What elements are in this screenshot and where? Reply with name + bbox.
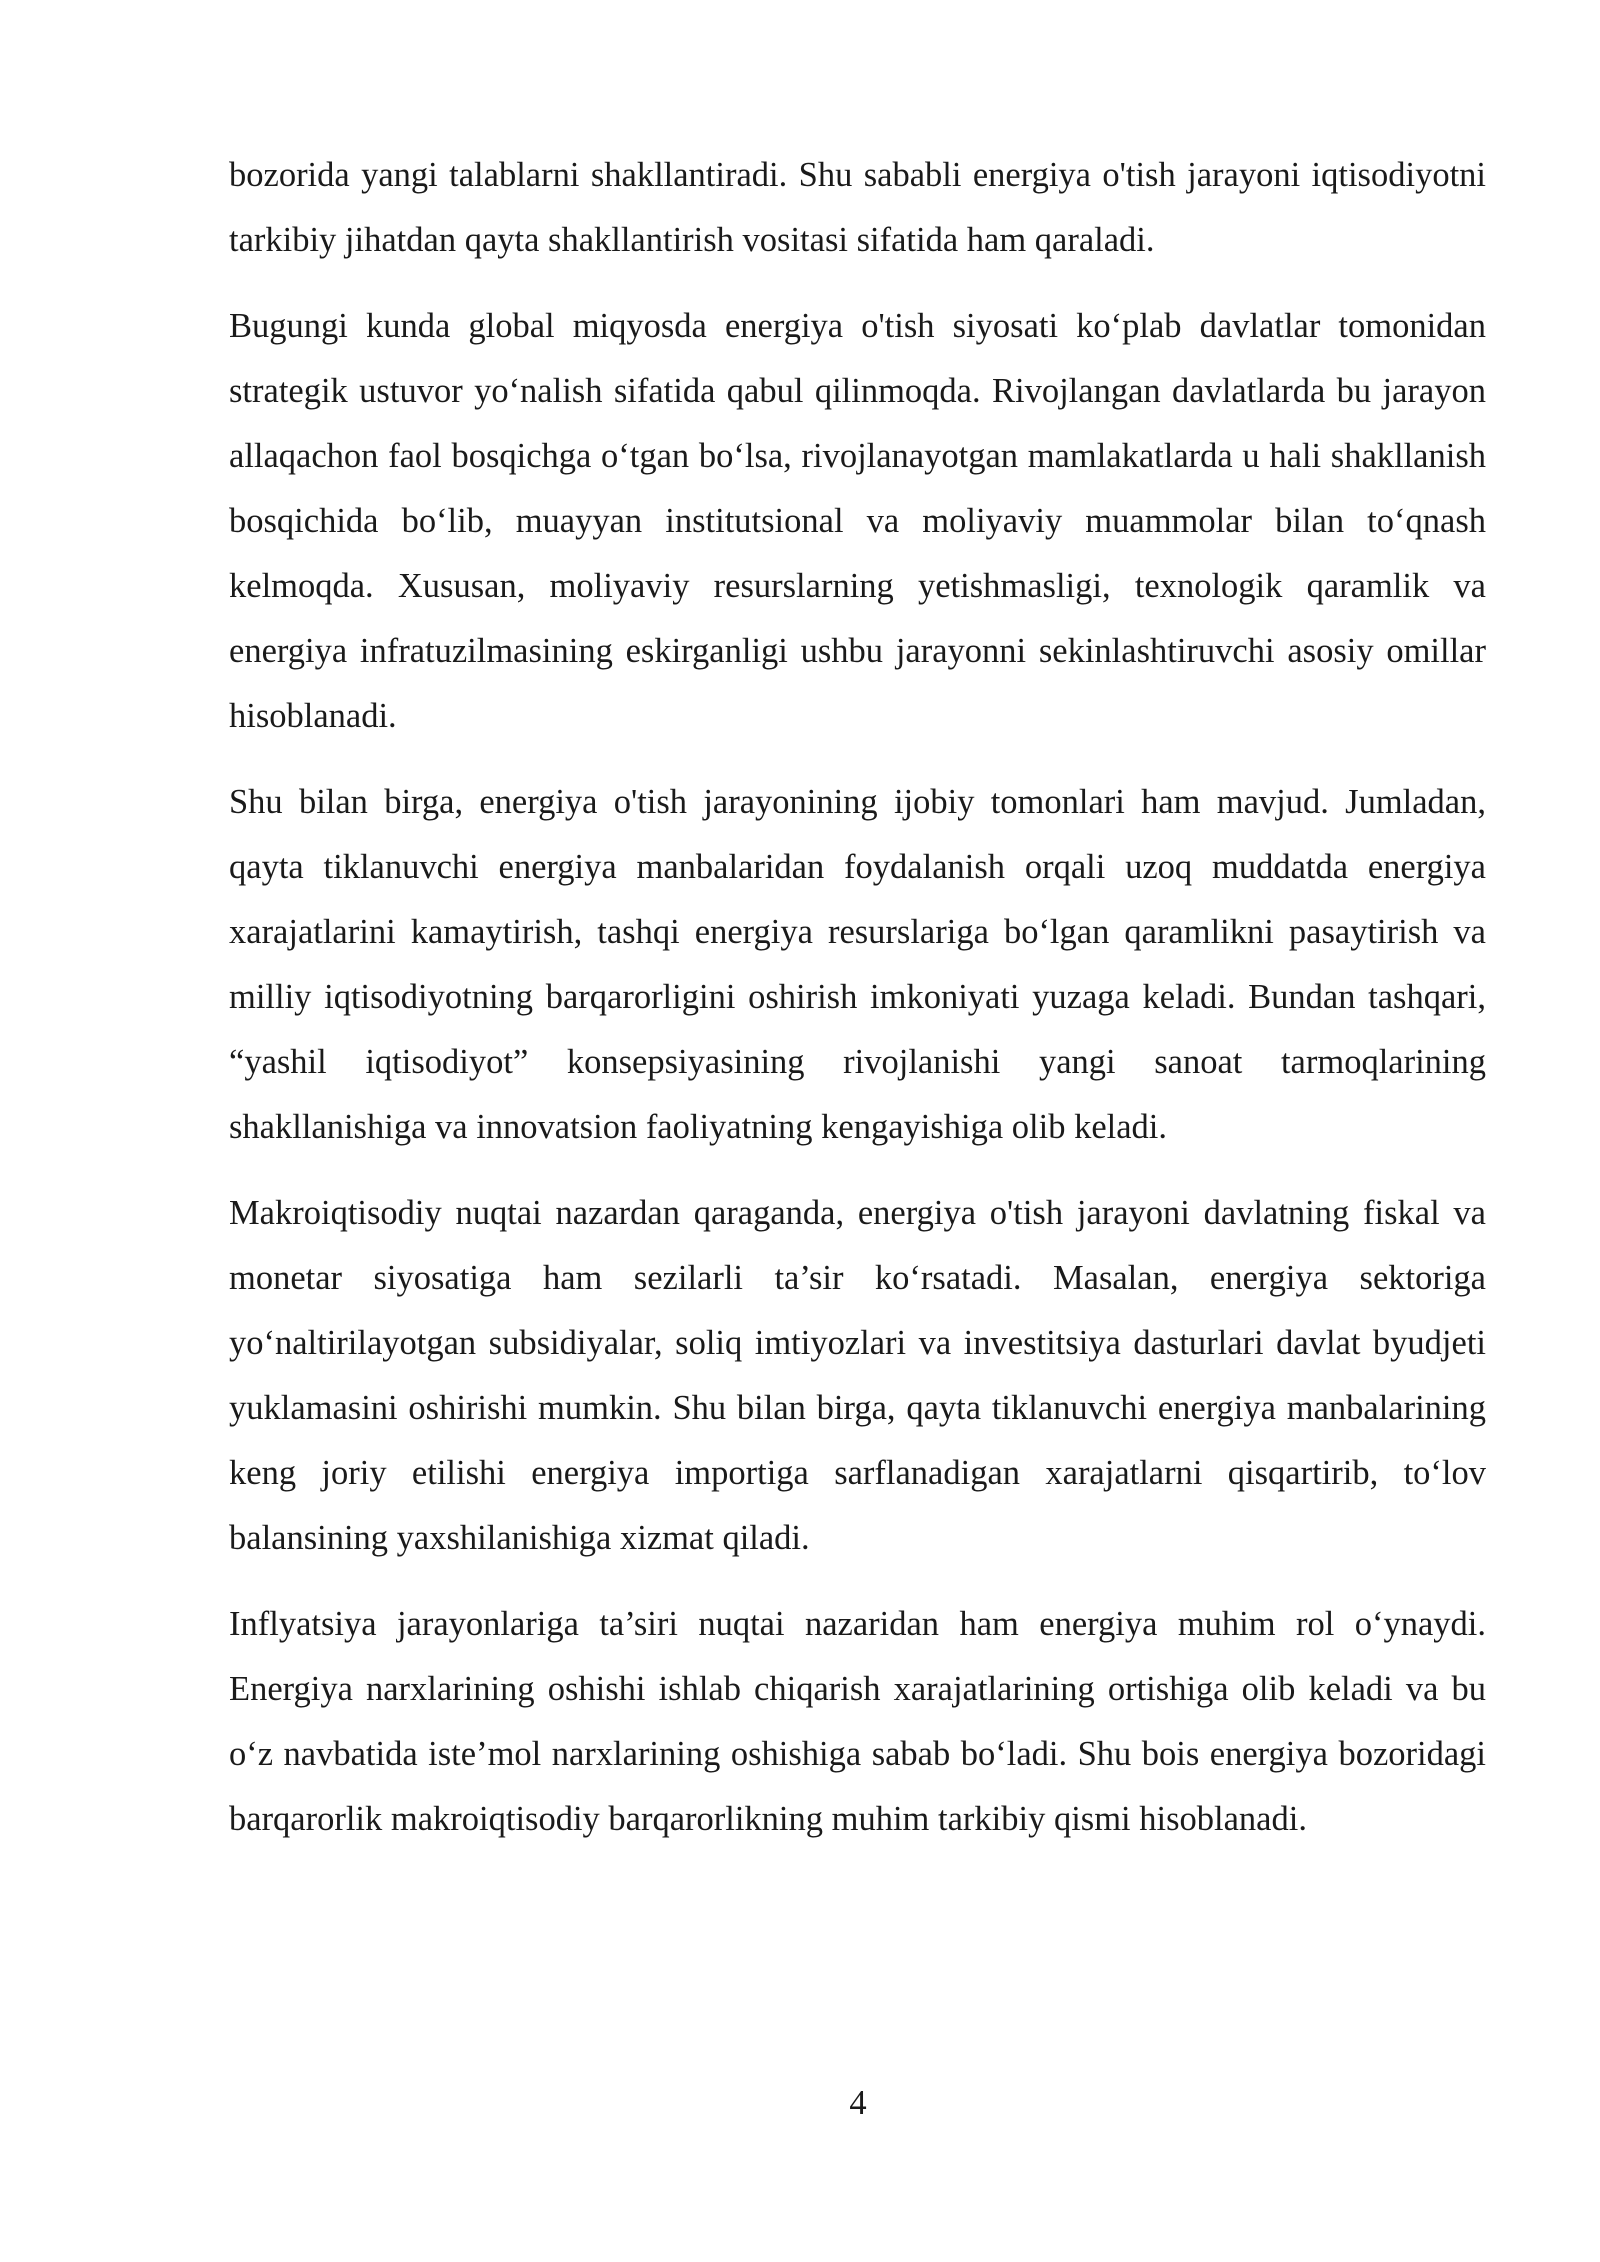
paragraph-5: Inflyatsiya jarayonlariga ta’siri nuqtai nazaridan ham energiya muhim rol o‘ynaydi. Energiya narxlarining oshishi ishlab chiqarish xarajatlarining ortishiga olib keladi va bu o‘z navbatida iste’mol narxlarining oshishiga sabab bo‘ladi. Shu bois energiya bozoridagi barqarorlik makroiqtisodiy barqarorlikning muhim tarkibiy qismi hisoblanadi. — [229, 1605, 1486, 1838]
paragraph-4: Makroiqtisodiy nuqtai nazardan qaraganda, energiya o'tish jarayoni davlatning fiskal va monetar siyosatiga ham sezilarli ta’sir ko‘rsatadi. Masalan, energiya sektoriga yo‘naltirilayotgan subsidiyalar, soliq imtiyozlari va investitsiya dasturlari davlat byudjeti yuklamasini oshirishi mumkin. Shu bilan birga, qayta tiklanuvchi energiya manbalarining keng joriy etilishi energiya importiga sarflanadigan xarajatlarni qisqartirib, to‘lov balansining yaxshilanishiga xizmat qiladi. — [229, 1194, 1486, 1557]
paragraph-3: Shu bilan birga, energiya o'tish jarayonining ijobiy tomonlari ham mavjud. Jumladan, qayta tiklanuvchi energiya manbalaridan foydalanish orqali uzoq muddatda energiya xarajatlarini kamaytirish, tashqi energiya resurslariga bo‘lgan qaramlikni pasaytirish va milliy iqtisodiyotning barqarorligini oshirish imkoniyati yuzaga keladi. Bundan tashqari, “yashil iqtisodiyot” konsepsiyasining rivojlanishi yangi sanoat tarmoqlarining shakllanishiga va innovatsion faoliyatning kengayishiga olib keladi. — [229, 783, 1486, 1146]
body-text — [229, 143, 1486, 1873]
paragraph-2: Bugungi kunda global miqyosda energiya o'tish siyosati ko‘plab davlatlar tomonidan strategik ustuvor yo‘nalish sifatida qabul qilinmoqda. Rivojlangan davlatlarda bu jarayon allaqachon faol bosqichga o‘tgan bo‘lsa, rivojlanayotgan mamlakatlarda u hali shakllanish bosqichida bo‘lib, muayyan institutsional va moliyaviy muammolar bilan to‘qnash kelmoqda. Xususan, moliyaviy resurslarning yetishmasligi, texnologik qaramlik va energiya infratuzilmasining eskirganligi ushbu jarayonni sekinlashtiruvchi asosiy omillar hisoblanadi. — [229, 307, 1486, 735]
paragraph-1: bozorida yangi talablarni shakllantiradi. Shu sababli energiya o'tish jarayoni iqtisodiyotni tarkibiy jihatdan qayta shakllantirish vositasi sifatida ham qaraladi. — [229, 156, 1486, 259]
page-number: 4 — [849, 2084, 867, 2122]
